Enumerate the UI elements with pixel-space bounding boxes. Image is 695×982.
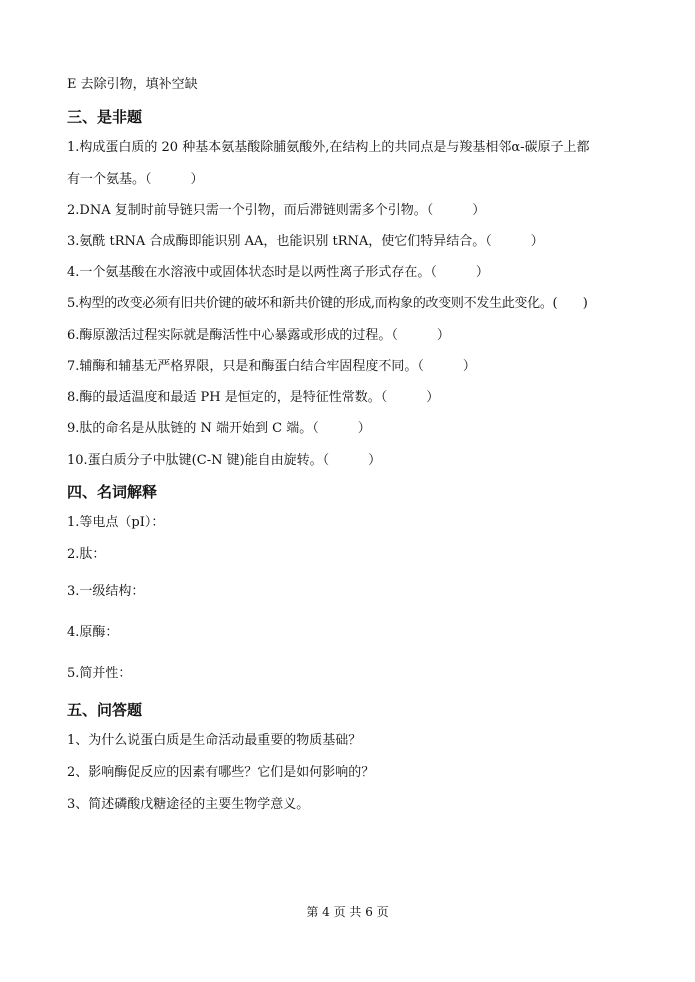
term-line: 1.等电点（pI）： (67, 515, 165, 530)
question-line: 10.蛋白质分子中肽键(C-N 键)能自由旋转。（ ） (67, 453, 382, 468)
question-line: 2.DNA 复制时前导链只需一个引物，而后滞链则需多个引物。（ ） (67, 203, 486, 218)
question-line: 2、影响酶促反应的因素有哪些？它们是如何影响的？ (67, 765, 375, 780)
question-line: 8.酶的最适温度和最适 PH 是恒定的，是特征性常数。（ ） (67, 390, 440, 405)
term-line: 5.简并性： (67, 666, 132, 681)
question-line: 有一个氨基。（ ） (67, 172, 204, 187)
term-line: 3.一级结构： (67, 584, 145, 599)
term-line: 4.原酶： (67, 625, 119, 640)
question-line: 7.辅酶和辅基无严格界限，只是和酶蛋白结合牢固程度不同。（ ） (67, 359, 476, 374)
term-line: 2.肽： (67, 547, 106, 562)
page-footer: 第 4 页 共 6 页 (306, 905, 389, 919)
question-line: 1.构成蛋白质的 20 种基本氨基酸除脯氨酸外,在结构上的共同点是与羧基相邻α-碳原子上都 (67, 140, 590, 155)
section-4-heading: 四、名词解释 (67, 483, 158, 501)
question-line: 3、简述磷酸戊糖途径的主要生物学意义。 (67, 797, 310, 812)
option-e-line: E 去除引物，填补空缺 (67, 77, 198, 92)
question-line: 9.肽的命名是从肽链的 N 端开始到 C 端。（ ） (67, 421, 371, 436)
section-5-heading: 五、问答题 (67, 701, 143, 719)
question-line: 3.氨酰 tRNA 合成酶即能识别 AA，也能识别 tRNA，使它们特异结合。（ ） (67, 234, 544, 249)
question-line: 4.一个氨基酸在水溶液中或固体状态时是以两性离子形式存在。（ ） (67, 265, 489, 280)
section-3-heading: 三、是非题 (67, 108, 143, 126)
question-line: 6.酶原激活过程实际就是酶活性中心暴露或形成的过程。（ ） (67, 328, 450, 343)
question-line: 5.构型的改变必须有旧共价键的破坏和新共价键的形成,而构象的改变则不发生此变化。( ) (67, 296, 588, 311)
question-line: 1、为什么说蛋白质是生命活动最重要的物质基础？ (67, 733, 362, 748)
